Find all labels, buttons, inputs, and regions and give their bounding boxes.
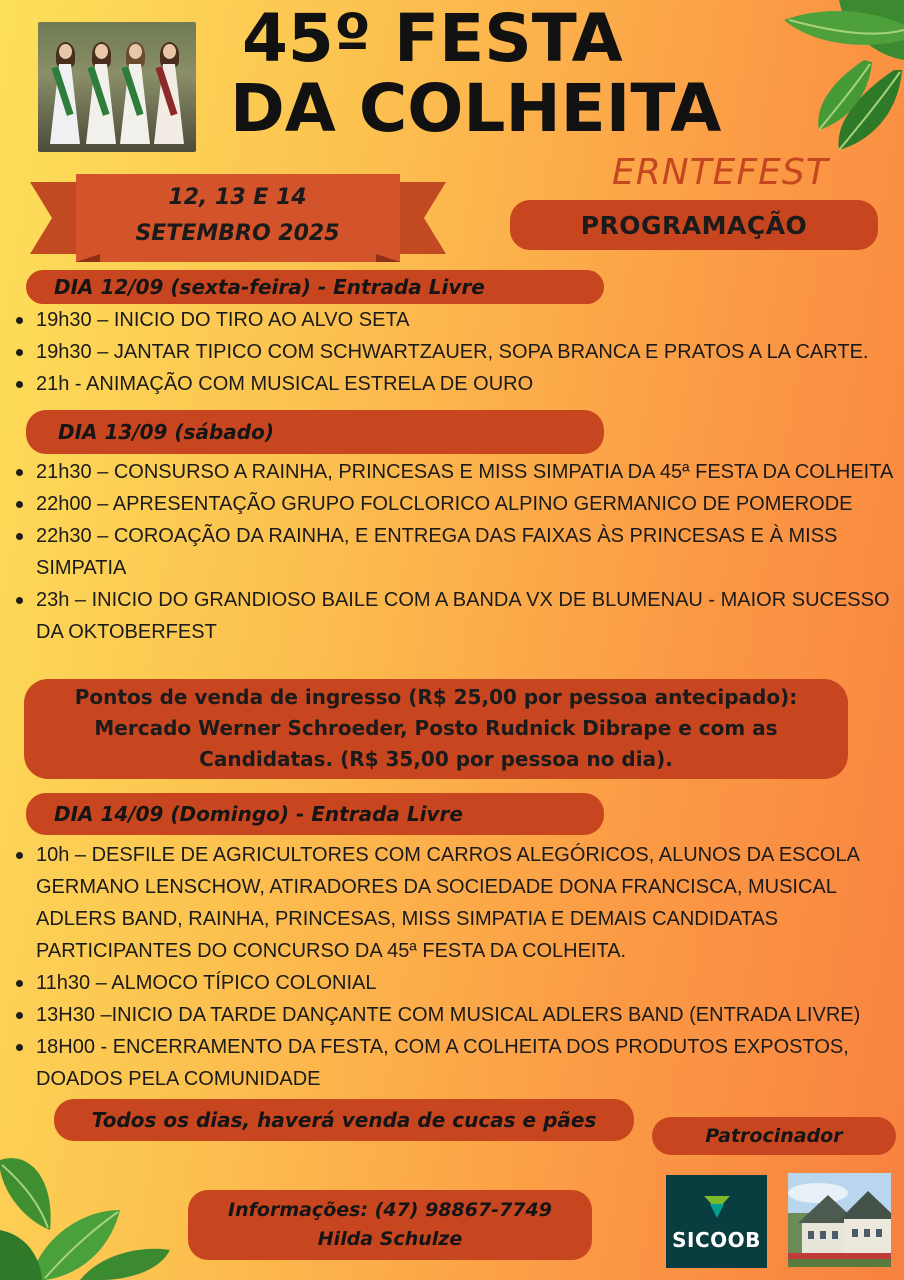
ticket-line-3: Candidatas. (R$ 35,00 por pessoa no dia). bbox=[199, 747, 673, 771]
list-item: 10h – DESFILE DE AGRICULTORES COM CARROS ALEGÓRICOS, ALUNOS DA ESCOLA GERMANO LENSCHOW, ATIRADORES DA SOCIEDADE DONA FRANCISCA, MUSICAL ADLERS BAND, RAINHA, PRINCESAS, MISS SIMPATIA E DEMAIS CANDIDATAS PARTICIPANTES DO CONCURSO DA 45ª FESTA DA COLHEITA. bbox=[0, 839, 890, 967]
day-heading-13: DIA 13/09 (sábado) bbox=[26, 410, 604, 454]
title-line-1: 45º FESTA bbox=[242, 0, 623, 77]
queen-figure bbox=[154, 44, 184, 144]
cucas-note: Todos os dias, haverá venda de cucas e pães bbox=[54, 1099, 634, 1141]
ticket-line-1: Pontos de venda de ingresso (R$ 25,00 por pessoa antecipado): bbox=[74, 685, 798, 709]
list-item: 21h - ANIMAÇÃO COM MUSICAL ESTRELA DE OURO bbox=[0, 368, 904, 400]
day-14-events bbox=[0, 839, 890, 1095]
contact-info bbox=[188, 1190, 592, 1260]
sicoob-logo bbox=[666, 1175, 767, 1268]
ticket-line-2: Mercado Werner Schroeder, Posto Rudnick Dibrape e com as bbox=[94, 716, 778, 740]
list-item: 13H30 –INICIO DA TARDE DANÇANTE COM MUSICAL ADLERS BAND (ENTRADA LIVRE) bbox=[0, 999, 890, 1031]
list-item: 19h30 – INICIO DO TIRO AO ALVO SETA bbox=[0, 304, 904, 336]
programacao-heading: PROGRAMAÇÃO bbox=[510, 200, 878, 250]
leaf-cluster-icon bbox=[0, 1140, 170, 1280]
queen-figure bbox=[50, 44, 80, 144]
list-item: 23h – INICIO DO GRANDIOSO BAILE COM A BANDA VX DE BLUMENAU - MAIOR SUCESSO DA OKTOBERFEST bbox=[0, 584, 904, 648]
day-12-events bbox=[0, 304, 904, 400]
queens-photo bbox=[38, 22, 196, 152]
queen-figure bbox=[120, 44, 150, 144]
title-line-2: DA COLHEITA bbox=[230, 70, 722, 147]
dates-line-2: SETEMBRO 2025 bbox=[135, 221, 340, 246]
event-dates bbox=[80, 180, 395, 252]
dates-line-1: 12, 13 E 14 bbox=[168, 185, 307, 210]
sponsor-label: Patrocinador bbox=[652, 1117, 896, 1155]
list-item: 11h30 – ALMOCO TÍPICO COLONIAL bbox=[0, 967, 890, 999]
building-photo bbox=[788, 1173, 891, 1267]
contact-name: Hilda Schulze bbox=[317, 1228, 463, 1250]
day-heading-14: DIA 14/09 (Domingo) - Entrada Livre bbox=[26, 793, 604, 835]
list-item: 22h30 – COROAÇÃO DA RAINHA, E ENTREGA DAS FAIXAS ÀS PRINCESAS E À MISS SIMPATIA bbox=[0, 520, 904, 584]
list-item: 22h00 – APRESENTAÇÃO GRUPO FOLCLORICO ALPINO GERMANICO DE POMERODE bbox=[0, 488, 904, 520]
contact-phone: Informações: (47) 98867-7749 bbox=[228, 1199, 552, 1221]
day-heading-12: DIA 12/09 (sexta-feira) - Entrada Livre bbox=[26, 270, 604, 304]
list-item: 19h30 – JANTAR TIPICO COM SCHWARTZAUER, SOPA BRANCA E PRATOS A LA CARTE. bbox=[0, 336, 904, 368]
list-item: 18H00 - ENCERRAMENTO DA FESTA, COM A COLHEITA DOS PRODUTOS EXPOSTOS, DOADOS PELA COMUNIDADE bbox=[0, 1031, 890, 1095]
queen-figure bbox=[86, 44, 116, 144]
erntefest-subtitle: ERNTEFEST bbox=[612, 152, 829, 193]
sicoob-logo-icon bbox=[702, 1192, 732, 1222]
day-13-events bbox=[0, 456, 904, 648]
sponsor-name: SICOOB bbox=[672, 1227, 761, 1252]
ticket-info-box bbox=[24, 679, 848, 779]
event-title bbox=[230, 0, 790, 147]
list-item: 21h30 – CONSURSO A RAINHA, PRINCESAS E MISS SIMPATIA DA 45ª FESTA DA COLHEITA bbox=[0, 456, 904, 488]
